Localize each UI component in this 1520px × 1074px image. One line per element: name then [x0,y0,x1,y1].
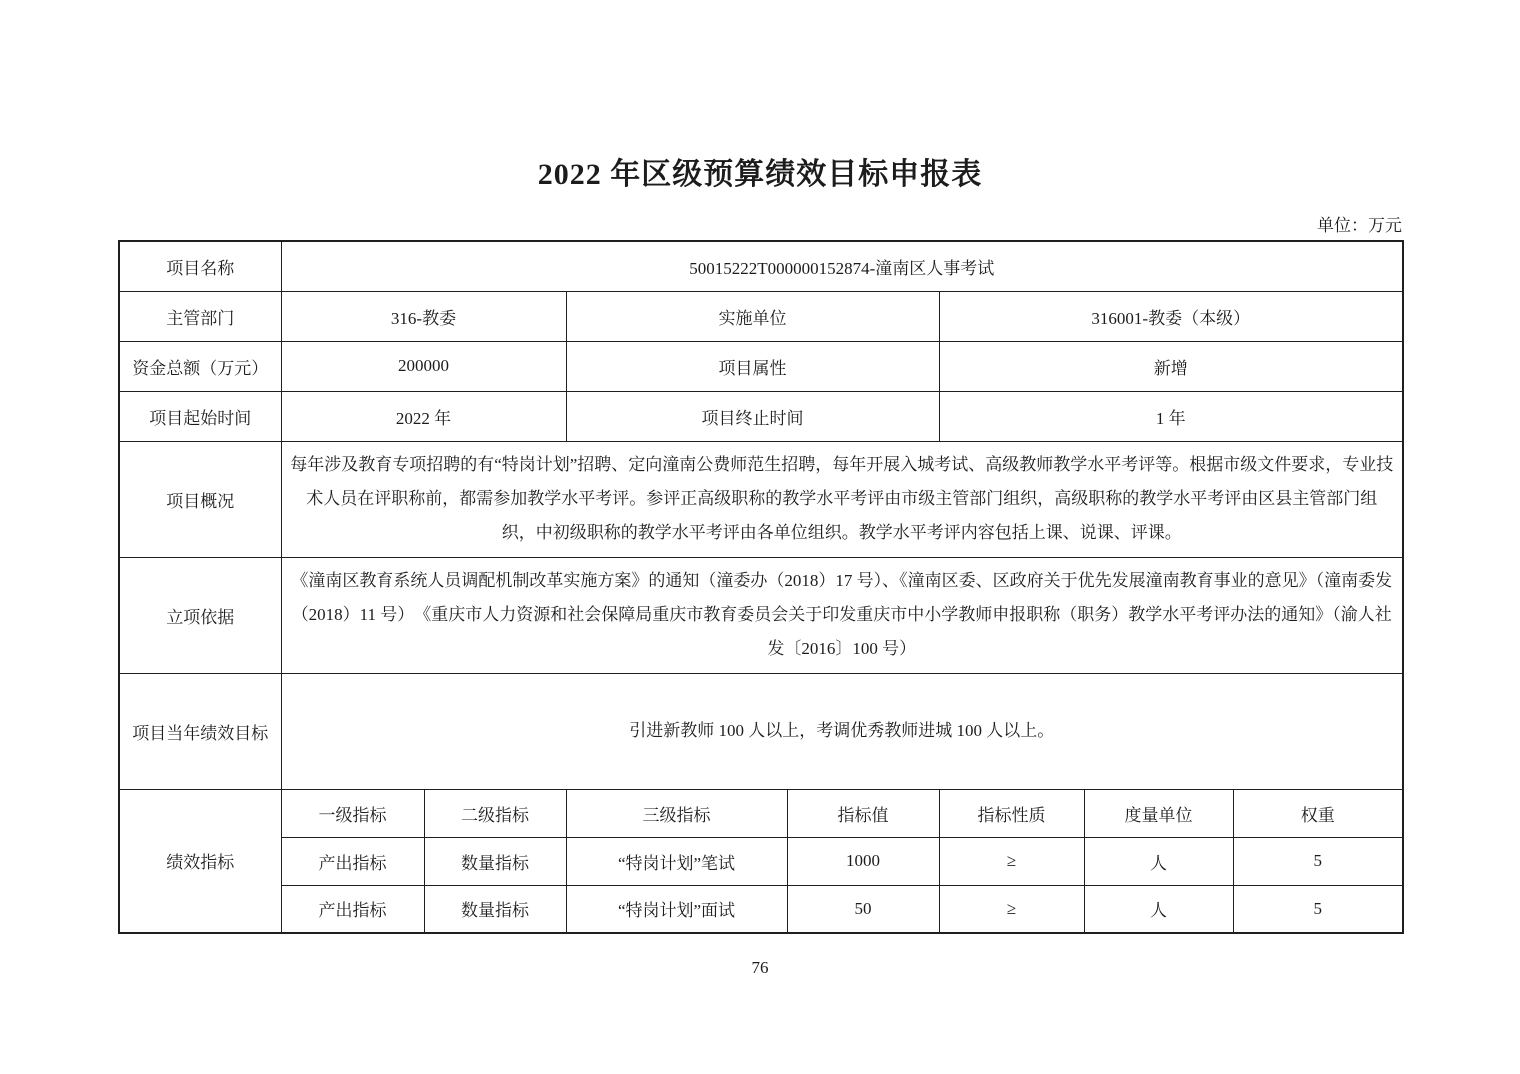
row-basis [119,557,1403,673]
indicator-row-1 [119,837,1403,885]
project-attr-value: 新增 [939,341,1403,391]
impl-unit-value: 316001-教委（本级） [939,291,1403,341]
indicator-header-level2: 二级指标 [424,789,566,837]
unit-note: 单位：万元 [1317,216,1402,235]
indicator-header-level3: 三级指标 [566,789,787,837]
annual-goal-label: 项目当年绩效目标 [119,673,281,789]
row-project-name [119,241,1403,291]
indicator-row-2 [119,885,1403,933]
indicator-header-value: 指标值 [787,789,939,837]
impl-unit-label: 实施单位 [566,291,939,341]
page-title: 2022 年区级预算绩效目标申报表 [537,158,983,191]
indicator-2-level3: “特岗计划”面试 [566,885,787,933]
total-funds-value: 200000 [281,341,566,391]
indicator-2-unit: 人 [1084,885,1233,933]
annual-goal-value: 引进新教师 100 人以上，考调优秀教师进城 100 人以上。 [281,673,1403,789]
indicator-1-level3: “特岗计划”笔试 [566,837,787,885]
end-time-label: 项目终止时间 [566,391,939,441]
department-label: 主管部门 [119,291,281,341]
indicators-label: 绩效指标 [119,789,281,933]
indicator-1-level1: 产出指标 [281,837,424,885]
indicator-1-unit: 人 [1084,837,1233,885]
row-annual-goal [119,673,1403,789]
start-time-value: 2022 年 [281,391,566,441]
row-department [119,291,1403,341]
indicator-header-unit: 度量单位 [1084,789,1233,837]
row-total-funds [119,341,1403,391]
indicator-2-nature: ≥ [939,885,1084,933]
project-name-value: 50015222T000000152874-潼南区人事考试 [281,241,1403,291]
row-time [119,391,1403,441]
indicator-1-level2: 数量指标 [424,837,566,885]
overview-value: 每年涉及教育专项招聘的有“特岗计划”招聘、定向潼南公费师范生招聘，每年开展入城考试、高级教师教学水平考评等。根据市级文件要求，专业技术人员在评职称前，都需参加教学水平考评。参评正高级职称的教学水平考评由市级主管部门组织，高级职称的教学水平考评由区县主管部门组织，中初级职称的教学水平考评由各单位组织。教学水平考评内容包括上课、说课、评课。 [281,441,1403,557]
indicator-2-value: 50 [787,885,939,933]
project-name-label: 项目名称 [119,241,281,291]
basis-value: 《潼南区教育系统人员调配机制改革实施方案》的通知（潼委办（2018）17 号）、《潼南区委、区政府关于优先发展潼南教育事业的意见》（潼南委发（2018）11 号） 《重庆市人力资源和社会保障局重庆市教育委员会关于印发重庆市中小学教师申报职称（职务）教学水平考评办法的通知》（渝人社发〔2016〕100 号） [281,557,1403,673]
total-funds-label: 资金总额（万元） [119,341,281,391]
row-overview [119,441,1403,557]
end-time-value: 1 年 [939,391,1403,441]
indicator-1-weight: 5 [1233,837,1403,885]
indicator-header-nature: 指标性质 [939,789,1084,837]
department-value: 316-教委 [281,291,566,341]
basis-label: 立项依据 [119,557,281,673]
indicator-header-weight: 权重 [1233,789,1403,837]
indicator-1-value: 1000 [787,837,939,885]
indicator-1-nature: ≥ [939,837,1084,885]
page-number: 76 [751,958,769,977]
indicator-header-row [119,789,1403,837]
budget-performance-table [118,240,1404,934]
indicator-2-weight: 5 [1233,885,1403,933]
overview-label: 项目概况 [119,441,281,557]
indicator-2-level1: 产出指标 [281,885,424,933]
start-time-label: 项目起始时间 [119,391,281,441]
indicator-2-level2: 数量指标 [424,885,566,933]
indicator-header-level1: 一级指标 [281,789,424,837]
project-attr-label: 项目属性 [566,341,939,391]
